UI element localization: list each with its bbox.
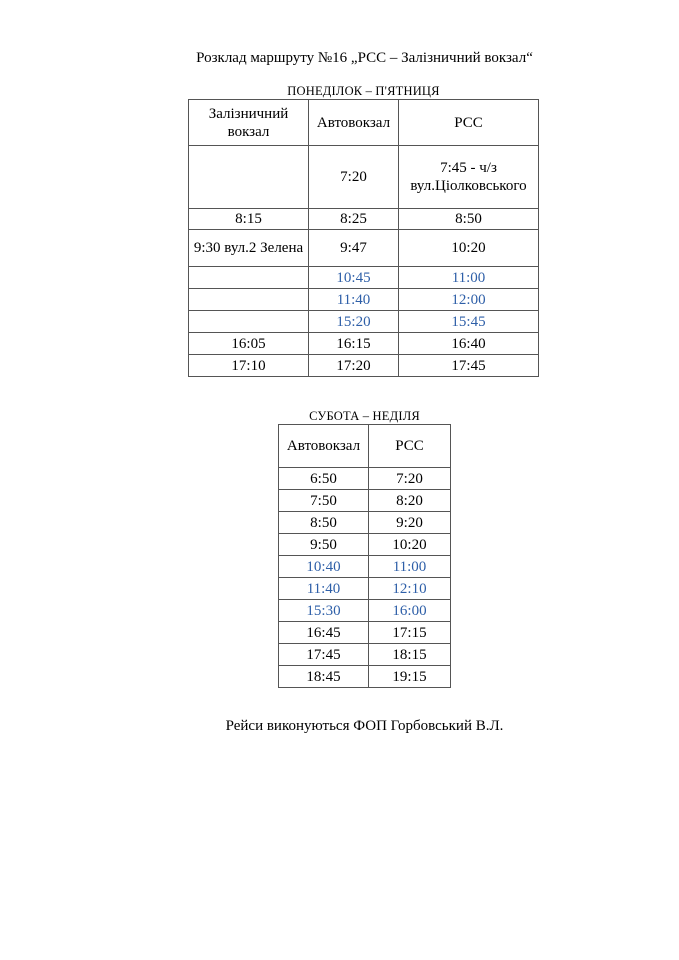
table-cell: 10:20 [399,230,539,267]
table-header-row [189,100,539,146]
table-row [279,534,451,556]
table-header-row [279,425,451,468]
table-row [279,622,451,644]
table-cell: 12:00 [399,289,539,311]
table-cell: 8:25 [309,209,399,230]
table-row [279,468,451,490]
table-cell: 8:50 [279,512,369,534]
table-cell: 15:20 [309,311,399,333]
table-cell: 9:47 [309,230,399,267]
table-cell: 11:40 [279,578,369,600]
table-cell: 16:05 [189,333,309,355]
table-cell: 15:45 [399,311,539,333]
table-row [279,512,451,534]
table-row [279,644,451,666]
table-row [279,490,451,512]
header-cell: РСС [369,425,451,468]
table-cell [189,267,309,289]
weekend-schedule-table [278,424,451,688]
operator-note: Рейси виконуються ФОП Горбовський В.Л. [225,718,504,734]
table-cell: 8:20 [369,490,451,512]
table-cell: 16:00 [369,600,451,622]
table-cell: 16:40 [399,333,539,355]
table-cell: 17:10 [189,355,309,377]
table-row [189,209,539,230]
table-cell: 10:45 [309,267,399,289]
table-row [189,289,539,311]
table-cell: 8:15 [189,209,309,230]
header-cell: Залізничний вокзал [189,100,309,146]
table-cell: 8:50 [399,209,539,230]
table-row [279,666,451,688]
table-cell: 12:10 [369,578,451,600]
table-cell: 11:00 [369,556,451,578]
table-cell [189,289,309,311]
page-title: Розклад маршруту №16 „РСС – Залізничний вокзал“ [196,50,533,66]
table-row [189,146,539,209]
table-cell: 18:15 [369,644,451,666]
weekday-schedule-table [188,99,539,377]
table-cell: 10:40 [279,556,369,578]
table-cell: 9:30 вул.2 Зелена [189,230,309,267]
table-cell: 19:15 [369,666,451,688]
header-cell: РСС [399,100,539,146]
table-cell: 16:45 [279,622,369,644]
table-cell: 10:20 [369,534,451,556]
table-cell: 7:20 [369,468,451,490]
table-cell [189,146,309,209]
table-row [189,230,539,267]
table-row [189,311,539,333]
table-row [279,578,451,600]
table-cell: 9:50 [279,534,369,556]
table-cell: 17:15 [369,622,451,644]
weekend-label: СУБОТА – НЕДІЛЯ [309,409,420,423]
table-cell: 15:30 [279,600,369,622]
table-row [189,355,539,377]
table-cell: 17:45 [399,355,539,377]
weekday-label: ПОНЕДІЛОК – П'ЯТНИЦЯ [287,84,440,98]
table-cell: 16:15 [309,333,399,355]
table-cell: 7:50 [279,490,369,512]
table-cell: 9:20 [369,512,451,534]
header-cell: Автовокзал [279,425,369,468]
table-cell: 11:40 [309,289,399,311]
table-cell: 7:45 - ч/з вул.Ціолковського [399,146,539,209]
table-cell: 17:20 [309,355,399,377]
table-cell: 18:45 [279,666,369,688]
table-row [189,333,539,355]
table-cell: 6:50 [279,468,369,490]
table-row [279,556,451,578]
table-row [189,267,539,289]
table-cell: 11:00 [399,267,539,289]
table-cell: 7:20 [309,146,399,209]
header-cell: Автовокзал [309,100,399,146]
table-row [279,600,451,622]
table-cell [189,311,309,333]
table-cell: 17:45 [279,644,369,666]
